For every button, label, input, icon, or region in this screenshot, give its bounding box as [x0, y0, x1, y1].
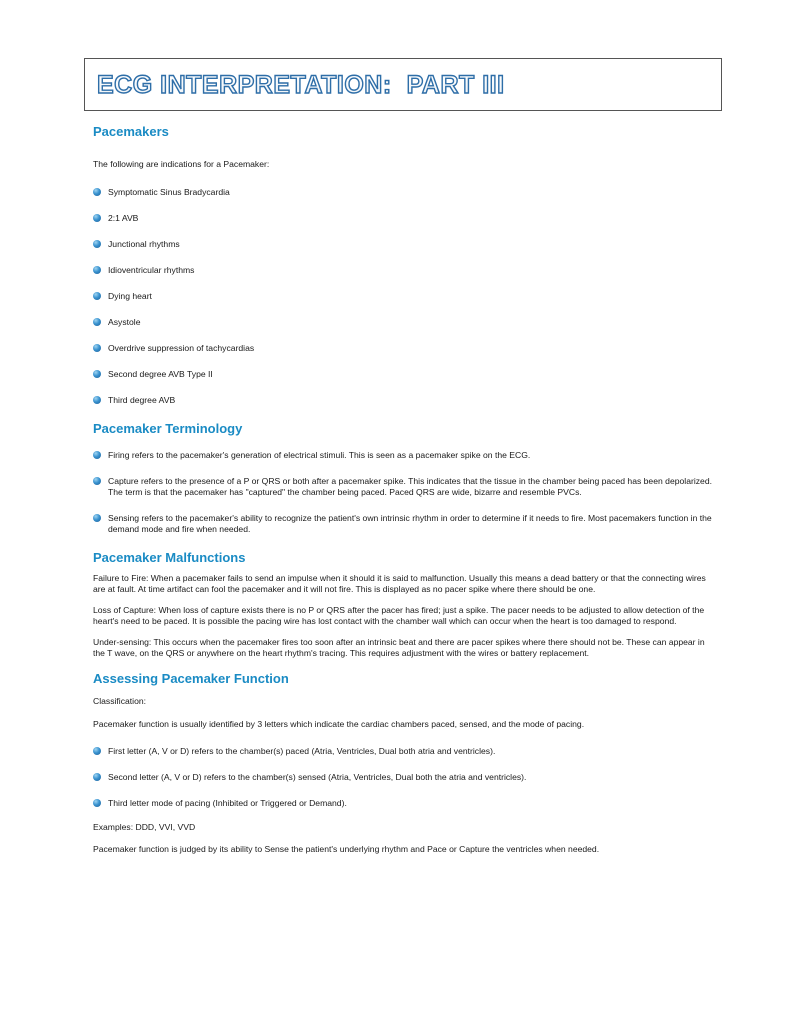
list-item: Symptomatic Sinus Bradycardia — [93, 187, 713, 198]
bullet-icon — [93, 266, 101, 274]
list-item: Idioventricular rhythms — [93, 265, 713, 276]
bullet-icon — [93, 370, 101, 378]
bullet-icon — [93, 747, 101, 755]
title-banner — [84, 58, 722, 111]
list-item: 2:1 AVB — [93, 213, 713, 224]
bullet-icon — [93, 799, 101, 807]
list-item: Third letter mode of pacing (Inhibited or Triggered or Demand). — [93, 798, 713, 809]
malfunction-failure-to-fire: Failure to Fire: When a pacemaker fails to send an impulse when it should it is said to malfunction. Usually this means a dead battery or that the connecting wires are at fault. At time artifact can fool the pacemaker and it will not fire. This is displayed as no pacer spike where there should be one. — [93, 573, 706, 594]
bullet-icon — [93, 318, 101, 326]
indications-list — [93, 187, 713, 406]
list-item: Sensing refers to the pacemaker's ability to recognize the patient's own intrinsic rhythm in order to determine if it needs to fire. Most pacemakers function in the demand mode and fire when needed. — [93, 513, 713, 535]
list-item: Second letter (A, V or D) refers to the chamber(s) sensed (Atria, Ventricles, Dual both the atria and ventricles). — [93, 772, 713, 783]
list-item: Junctional rhythms — [93, 239, 713, 250]
letters-list — [93, 746, 713, 809]
bullet-icon — [93, 214, 101, 222]
section-heading-malfunctions: Pacemaker Malfunctions — [93, 550, 246, 565]
bullet-icon — [93, 396, 101, 404]
bullet-icon — [93, 344, 101, 352]
bullet-icon — [93, 773, 101, 781]
section-heading-assessing: Assessing Pacemaker Function — [93, 671, 289, 686]
section-heading-terminology: Pacemaker Terminology — [93, 421, 243, 436]
content — [93, 124, 713, 855]
list-item: Overdrive suppression of tachycardias — [93, 343, 713, 354]
assessing-intro: Pacemaker function is usually identified by 3 letters which indicate the cardiac chambers paced, sensed, and the mode of pacing. — [93, 719, 585, 729]
malfunction-under-sensing: Under-sensing: This occurs when the pacemaker fires too soon after an intrinsic beat and there are pacer spikes where there should not be. These can appear in the T wave, on the QRS or anywhere on the heart rhythm's tracing. This requires adjustment with the wires or battery replacement. — [93, 637, 705, 658]
bullet-icon — [93, 477, 101, 485]
bullet-icon — [93, 240, 101, 248]
list-item: Asystole — [93, 317, 713, 328]
bullet-icon — [93, 451, 101, 459]
list-item: Capture refers to the presence of a P or QRS or both after a pacemaker spike. This indicates that the tissue in the chamber being paced has been depolarized. The term is that the pacemaker has "captured" the chamber being paced. Paced QRS are wide, bizarre and resemble PVCs. — [93, 476, 713, 498]
list-item: Second degree AVB Type II — [93, 369, 713, 380]
closing-text: Pacemaker function is judged by its ability to Sense the patient's underlying rhythm and Pace or Capture the ventricles when needed. — [93, 844, 600, 854]
bullet-icon — [93, 188, 101, 196]
list-item: Third degree AVB — [93, 395, 713, 406]
section-heading-pacemakers: Pacemakers — [93, 124, 169, 139]
pacemakers-intro: The following are indications for a Pacemaker: — [93, 159, 270, 169]
classification-label: Classification: — [93, 696, 147, 706]
malfunction-loss-of-capture: Loss of Capture: When loss of capture exists there is no P or QRS after the pacer has fired; just a spike. The pacer needs to be adjusted to allow detection of the heart's need to be paced. It is possible the pacing wire has lost contact with the chamber wall which can occur when the heart is too damaged to respond. — [93, 605, 705, 626]
list-item: First letter (A, V or D) refers to the chamber(s) paced (Atria, Ventricles, Dual both atria and ventricles). — [93, 746, 713, 757]
terminology-list — [93, 450, 713, 535]
title-svg — [95, 65, 515, 105]
page-title: ECG INTERPRETATION: PART III — [97, 71, 505, 99]
list-item: Firing refers to the pacemaker's generation of electrical stimuli. This is seen as a pacemaker spike on the ECG. — [93, 450, 713, 461]
bullet-icon — [93, 292, 101, 300]
bullet-icon — [93, 514, 101, 522]
list-item: Dying heart — [93, 291, 713, 302]
examples-text: Examples: DDD, VVI, VVD — [93, 822, 196, 832]
